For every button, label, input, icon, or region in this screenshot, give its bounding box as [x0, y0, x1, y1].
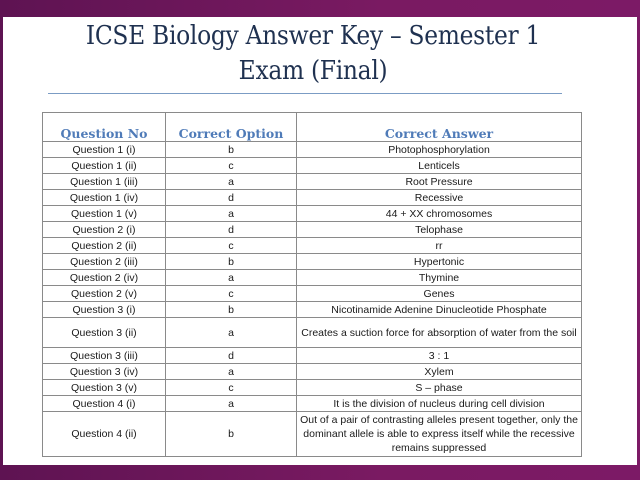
- question-no-cell: Question 2 (i): [43, 222, 166, 238]
- correct-option-cell: a: [166, 270, 297, 286]
- correct-answer-cell: S – phase: [297, 380, 582, 396]
- question-no-cell: Question 3 (i): [43, 302, 166, 318]
- question-no-cell: Question 3 (v): [43, 380, 166, 396]
- table-row: [43, 222, 582, 238]
- table-row: [43, 348, 582, 364]
- table-header-row: [43, 113, 582, 142]
- correct-option-cell: a: [166, 396, 297, 412]
- correct-answer-cell: Root Pressure: [297, 174, 582, 190]
- answer-key-table: [42, 112, 582, 457]
- table-row: [43, 190, 582, 206]
- title-line-1: ICSE Biology Answer Key – Semester 1: [85, 21, 541, 51]
- correct-option-cell: a: [166, 364, 297, 380]
- correct-option-cell: d: [166, 222, 297, 238]
- table-row: [43, 380, 582, 396]
- header-correct-option: Correct Option: [166, 113, 297, 142]
- correct-option-cell: c: [166, 286, 297, 302]
- correct-answer-cell: Xylem: [297, 364, 582, 380]
- title-line-2: Exam (Final): [238, 56, 388, 86]
- correct-option-cell: c: [166, 380, 297, 396]
- question-no-cell: Question 2 (iv): [43, 270, 166, 286]
- correct-answer-cell: Nicotinamide Adenine Dinucleotide Phosphate: [297, 302, 582, 318]
- correct-answer-cell: Telophase: [297, 222, 582, 238]
- correct-option-cell: a: [166, 206, 297, 222]
- correct-answer-cell: Thymine: [297, 270, 582, 286]
- correct-option-cell: d: [166, 190, 297, 206]
- table-row: [43, 302, 582, 318]
- correct-option-cell: d: [166, 348, 297, 364]
- correct-option-cell: c: [166, 158, 297, 174]
- correct-answer-cell: Out of a pair of contrasting alleles present together, only the dominant allele is able to express itself while the recessive remains suppressed: [297, 412, 582, 457]
- table-row: [43, 254, 582, 270]
- header-question-no: Question No: [43, 113, 166, 142]
- table-row: [43, 206, 582, 222]
- table-row: [43, 412, 582, 457]
- correct-option-cell: c: [166, 238, 297, 254]
- correct-option-cell: a: [166, 318, 297, 348]
- correct-answer-cell: 44 + XX chromosomes: [297, 206, 582, 222]
- correct-answer-cell: Creates a suction force for absorption of water from the soil: [297, 318, 582, 348]
- correct-answer-cell: rr: [297, 238, 582, 254]
- correct-answer-cell: Hypertonic: [297, 254, 582, 270]
- question-no-cell: Question 1 (v): [43, 206, 166, 222]
- correct-option-cell: b: [166, 412, 297, 457]
- question-no-cell: Question 1 (ii): [43, 158, 166, 174]
- header-correct-answer: Correct Answer: [297, 113, 582, 142]
- question-no-cell: Question 2 (v): [43, 286, 166, 302]
- correct-answer-cell: Photophosphorylation: [297, 142, 582, 158]
- title-divider: [48, 93, 562, 94]
- correct-answer-cell: 3 : 1: [297, 348, 582, 364]
- table-row: [43, 238, 582, 254]
- question-no-cell: Question 1 (iii): [43, 174, 166, 190]
- correct-answer-cell: It is the division of nucleus during cell division: [297, 396, 582, 412]
- table-row: [43, 142, 582, 158]
- table-row: [43, 318, 582, 348]
- table-row: [43, 286, 582, 302]
- question-no-cell: Question 2 (ii): [43, 238, 166, 254]
- table-row: [43, 396, 582, 412]
- correct-answer-cell: Lenticels: [297, 158, 582, 174]
- correct-option-cell: b: [166, 254, 297, 270]
- table-row: [43, 174, 582, 190]
- table-row: [43, 364, 582, 380]
- correct-answer-cell: Recessive: [297, 190, 582, 206]
- correct-answer-cell: Genes: [297, 286, 582, 302]
- slide: [3, 17, 637, 465]
- question-no-cell: Question 4 (ii): [43, 412, 166, 457]
- question-no-cell: Question 3 (iv): [43, 364, 166, 380]
- correct-option-cell: b: [166, 142, 297, 158]
- question-no-cell: Question 1 (i): [43, 142, 166, 158]
- question-no-cell: Question 3 (iii): [43, 348, 166, 364]
- correct-option-cell: b: [166, 302, 297, 318]
- correct-option-cell: a: [166, 174, 297, 190]
- question-no-cell: Question 2 (iii): [43, 254, 166, 270]
- question-no-cell: Question 1 (iv): [43, 190, 166, 206]
- question-no-cell: Question 3 (ii): [43, 318, 166, 348]
- table-row: [43, 158, 582, 174]
- table-row: [43, 270, 582, 286]
- question-no-cell: Question 4 (i): [43, 396, 166, 412]
- page-title: [3, 19, 623, 89]
